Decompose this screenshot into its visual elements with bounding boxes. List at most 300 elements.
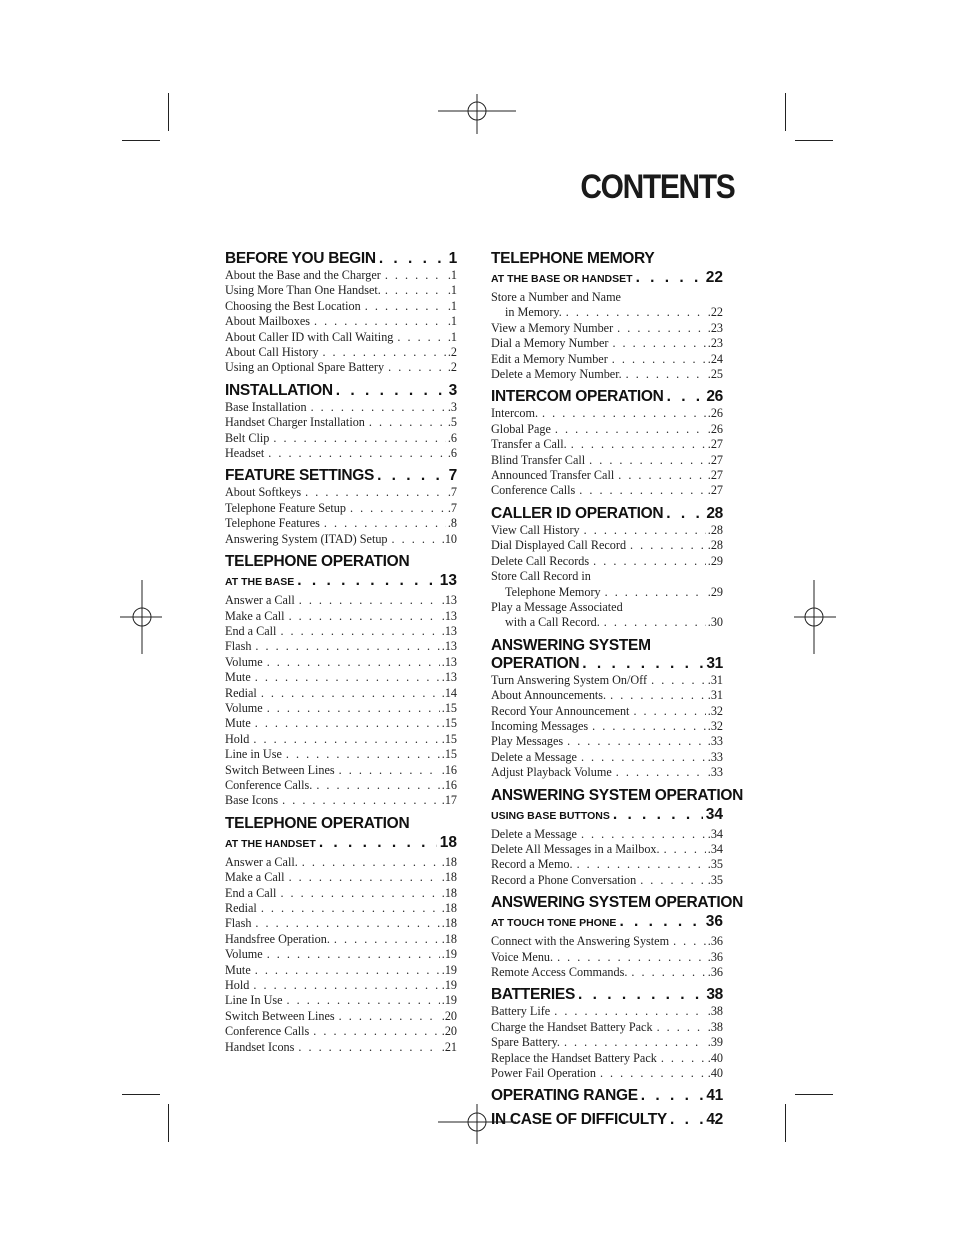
toc-entry (491, 965, 723, 980)
dot-leader (631, 965, 705, 980)
entry-label: Using an Optional Spare Battery (225, 360, 385, 375)
entry-label: About Announcements. (491, 688, 607, 703)
toc-entry (491, 750, 723, 765)
toc-entry (225, 609, 457, 624)
toc-entry (225, 747, 457, 762)
entry-label: Power Fail Operation (491, 1066, 596, 1081)
dot-leader (542, 406, 706, 421)
entry-page-number: .35 (707, 857, 723, 872)
entry-page-number: .20 (441, 1024, 457, 1039)
entry-page-number: .13 (441, 654, 457, 669)
toc-entry (225, 516, 457, 531)
entry-page-number: .36 (707, 965, 723, 979)
entry-page-number: .8 (447, 516, 457, 531)
section-page-number: 41 (706, 1087, 723, 1105)
entry-label: Base Installation (225, 399, 307, 414)
heading-label: CALLER ID OPERATION (491, 504, 664, 522)
dot-leader (612, 336, 705, 351)
entry-page-number: .26 (707, 421, 723, 436)
entry-page-number: .36 (707, 934, 723, 949)
toc-entry (225, 963, 457, 978)
entry-label: Mute (225, 962, 251, 977)
toc-section-intercom (491, 388, 723, 498)
entry-page-number: .33 (707, 749, 723, 764)
dot-leader (605, 585, 706, 600)
dot-leader (267, 701, 440, 716)
dot-leader (267, 655, 440, 670)
entry-page-number: .32 (707, 718, 723, 733)
dot-leader (661, 1051, 706, 1066)
entry-page-number: .1 (447, 268, 457, 282)
toc-entry (225, 855, 457, 870)
entry-label: Voice Menu. (491, 949, 554, 964)
entry-page-number: .13 (441, 593, 457, 608)
toc-entry (225, 283, 457, 298)
entry-page-number: .18 (441, 916, 457, 931)
entry-label: About Mailboxes (225, 314, 310, 329)
dot-leader (339, 763, 440, 778)
section-page-number: 3 (448, 381, 457, 399)
section-subheading (225, 572, 457, 591)
toc-entry (225, 670, 457, 685)
entry-label: Handset Icons (225, 1039, 295, 1054)
dot-leader (369, 415, 446, 430)
dot-leader (626, 367, 706, 382)
toc-entry (225, 947, 457, 962)
entry-label: Flash (225, 639, 252, 654)
entry-page-number: .6 (447, 430, 457, 445)
heading-label: OPERATION (491, 654, 580, 672)
entry-page-number: .19 (441, 978, 457, 993)
dot-leader (579, 483, 706, 498)
entry-page-number: .18 (441, 901, 457, 915)
entry-label: Delete a Memory Number. (491, 367, 622, 382)
toc-entry (491, 842, 723, 857)
toc-entry (225, 870, 457, 885)
section-page-number: 34 (705, 805, 723, 823)
entry-label: Switch Between Lines (225, 1008, 335, 1023)
toc-section-answering (491, 637, 723, 781)
toc-section-callerid (491, 505, 723, 631)
heading-label: BATTERIES (491, 986, 575, 1004)
toc-entry (491, 615, 723, 630)
dot-leader (633, 704, 705, 719)
entry-page-number: .33 (707, 765, 723, 780)
toc-entry (491, 734, 723, 749)
dot-leader (567, 734, 706, 749)
dot-leader (673, 934, 706, 949)
section-page-number: 13 (439, 572, 457, 590)
dot-leader (261, 686, 440, 701)
entry-label: Transfer a Call. (491, 437, 567, 452)
toc-entry (491, 437, 723, 452)
dot-leader (657, 1020, 706, 1035)
dot-leader (280, 886, 439, 901)
entry-page-number: .19 (441, 947, 457, 962)
dot-leader (630, 538, 706, 553)
heading-label: FEATURE SETTINGS (225, 467, 375, 485)
entry-page-number: .18 (441, 885, 457, 900)
dot-leader (593, 554, 706, 569)
section-heading (491, 986, 723, 1004)
section-subheading (491, 913, 723, 932)
entry-label: Delete a Message (491, 749, 577, 764)
entry-label: Hold (225, 731, 250, 746)
dot-leader (273, 431, 446, 446)
entry-page-number: .32 (707, 703, 723, 718)
entry-label: Blind Transfer Call (491, 452, 586, 467)
entry-label: End a Call (225, 623, 277, 638)
dot-leader (592, 719, 706, 734)
toc-entry (225, 916, 457, 931)
dot-leader (571, 437, 706, 452)
toc-entry (225, 716, 457, 731)
entry-label: Turn Answering System On/Off (491, 672, 648, 687)
toc-entry (491, 538, 723, 553)
dot-leader (640, 873, 706, 888)
section-subheading (225, 834, 457, 853)
toc-entry (225, 978, 457, 993)
entry-page-number: .2 (447, 360, 457, 375)
toc-entry (491, 406, 723, 421)
section-page-number: 22 (705, 269, 723, 286)
entry-label: Charge the Handset Battery Pack (491, 1019, 653, 1034)
dot-leader (564, 1035, 706, 1050)
subheading-label: AT THE BASE (225, 576, 295, 589)
dot-leader (613, 806, 703, 824)
section-heading (225, 467, 457, 485)
entry-label: Mute (225, 670, 251, 685)
dot-leader (365, 299, 446, 314)
section-heading (491, 1111, 723, 1129)
dot-leader (666, 505, 703, 523)
heading-label: INTERCOM OPERATION (491, 388, 664, 406)
entry-label: Telephone Memory (505, 584, 601, 599)
heading-label: OPERATING RANGE (491, 1087, 638, 1105)
entry-page-number: .27 (707, 437, 723, 452)
section-heading (225, 250, 457, 268)
entry-label: End a Call (225, 885, 277, 900)
entry-page-number: .27 (707, 468, 723, 483)
section-heading (491, 505, 723, 523)
section-subheading (491, 806, 723, 825)
toc-section-batteries (491, 986, 723, 1081)
toc-section-telmem (491, 250, 723, 382)
toc-entry (225, 763, 457, 778)
subheading-label: AT THE BASE OR HANDSET (491, 273, 633, 285)
dot-leader (298, 1040, 439, 1055)
subheading-label: AT TOUCH TONE PHONE (491, 917, 617, 930)
dot-leader (261, 901, 440, 916)
entry-page-number: .17 (441, 793, 457, 808)
entry-label: Hold (225, 978, 250, 993)
dot-leader (253, 732, 439, 747)
dot-leader (584, 523, 706, 538)
dot-leader (334, 932, 440, 947)
dot-leader (581, 827, 706, 842)
entry-page-number: .34 (707, 841, 723, 856)
subheading-label: AT THE HANDSET (225, 837, 316, 850)
toc-entry (225, 886, 457, 901)
dot-leader (311, 400, 446, 415)
toc-entry (491, 765, 723, 780)
toc-section-range (491, 1087, 723, 1105)
entry-label: Connect with the Answering System (491, 934, 670, 949)
entry-page-number: .20 (441, 1008, 457, 1023)
entry-label: Belt Clip (225, 430, 270, 445)
entry-label: Choosing the Best Location (225, 298, 361, 313)
entry-label: Line in Use (225, 747, 282, 762)
subheading-label: USING BASE BUTTONS (491, 809, 610, 822)
dot-leader (336, 382, 446, 400)
entry-label: Adjust Playback Volume (491, 765, 612, 780)
toc-entry (225, 446, 457, 461)
entry-label: Delete a Message (491, 826, 577, 841)
entry-page-number: .19 (441, 962, 457, 977)
entry-page-number: .27 (707, 483, 723, 498)
entry-label: About the Base and the Charger (225, 268, 381, 282)
entry-label: View Call History (491, 522, 580, 537)
dot-leader (379, 250, 446, 268)
entry-label: Conference Calls (491, 483, 576, 498)
dot-leader (289, 870, 440, 885)
toc-entry (225, 501, 457, 516)
dot-leader (282, 793, 440, 808)
dot-leader (255, 716, 440, 731)
entry-page-number: .29 (707, 584, 723, 599)
registration-target-icon (120, 580, 162, 654)
dot-leader (299, 593, 440, 608)
entry-page-number: .31 (707, 688, 723, 703)
entry-page-number: .27 (707, 452, 723, 467)
dot-leader (268, 446, 446, 461)
entry-page-number: .5 (447, 415, 457, 430)
entry-page-number: .40 (707, 1066, 723, 1081)
toc-entry (491, 523, 723, 538)
toc-section-telbase (225, 553, 457, 809)
section-heading (225, 382, 457, 400)
entry-label: Headset (225, 446, 265, 461)
entry-label: About Softkeys (225, 485, 302, 500)
entry-page-number: .23 (707, 336, 723, 351)
entry-page-number: .31 (707, 672, 723, 687)
entry-page-number: .36 (707, 949, 723, 964)
toc-entry (225, 624, 457, 639)
entry-page-number: .28 (707, 538, 723, 553)
entry-page-number: .15 (441, 747, 457, 762)
dot-leader (616, 765, 706, 780)
dot-leader (392, 532, 440, 547)
dot-leader (385, 268, 446, 283)
entry-page-number: .33 (707, 734, 723, 749)
entry-page-number: .25 (707, 367, 723, 382)
toc-entry (491, 367, 723, 382)
dot-leader (651, 673, 706, 688)
dot-leader (255, 963, 440, 978)
toc-entry (225, 639, 457, 654)
entry-label: Global Page (491, 421, 551, 436)
entry-label: Telephone Features (225, 516, 320, 531)
dot-leader (297, 572, 437, 590)
entry-page-number: .15 (441, 716, 457, 731)
toc-entry (225, 360, 457, 375)
registration-target-icon (438, 94, 516, 134)
toc-entry (225, 345, 457, 360)
section-page-number: 18 (439, 833, 457, 851)
entry-page-number: .18 (441, 931, 457, 946)
toc-entry (225, 431, 457, 446)
toc-section-ansbase (491, 786, 743, 889)
entry-label: Make a Call (225, 608, 285, 623)
entry-label: Volume (225, 700, 263, 715)
entry-page-number: .7 (447, 485, 457, 500)
entry-label: Flash (225, 916, 252, 931)
heading-label: IN CASE OF DIFFICULTY (491, 1111, 667, 1129)
dot-leader (664, 842, 706, 857)
entry-label: with a Call Record. (505, 615, 600, 630)
section-heading: TELEPHONE OPERATION (225, 814, 410, 832)
section-page-number: 36 (705, 913, 723, 931)
entry-page-number: .24 (707, 351, 723, 366)
toc-entry (491, 1066, 723, 1081)
toc-entry (491, 336, 723, 351)
entry-page-number: .38 (707, 1019, 723, 1034)
toc-entry (225, 1024, 457, 1039)
toc-entry (491, 483, 723, 498)
dot-leader (641, 1087, 704, 1105)
toc-entry (491, 934, 723, 949)
toc-entry (491, 321, 723, 336)
toc-section-install (225, 382, 457, 462)
entry-page-number: .39 (707, 1035, 723, 1050)
dot-leader (280, 624, 439, 639)
toc-entry (225, 686, 457, 701)
dot-leader (617, 321, 706, 336)
toc-entry (491, 673, 723, 688)
toc-entry (225, 299, 457, 314)
toc-section-anstouch (491, 894, 743, 980)
section-heading: ANSWERING SYSTEM OPERATION (491, 786, 743, 804)
entry-page-number: .13 (441, 608, 457, 623)
toc-entry (491, 453, 723, 468)
entry-label: Replace the Handset Battery Pack (491, 1050, 657, 1065)
dot-leader (582, 655, 703, 673)
toc-entry: Store Call Record in (491, 569, 591, 584)
entry-label: View a Memory Number (491, 320, 614, 335)
dot-leader (324, 516, 446, 531)
dot-leader (255, 639, 439, 654)
dot-leader (604, 615, 706, 630)
heading-label: INSTALLATION (225, 381, 333, 399)
toc-entry (225, 1009, 457, 1024)
toc-entry (491, 719, 723, 734)
entry-page-number: .10 (441, 531, 457, 546)
entry-page-number: .14 (441, 685, 457, 700)
dot-leader (314, 314, 446, 329)
entry-page-number: .15 (441, 731, 457, 746)
entry-label: Spare Battery. (491, 1035, 560, 1050)
entry-page-number: .13 (441, 639, 457, 654)
entry-label: Incoming Messages (491, 718, 589, 733)
toc-entry (491, 950, 723, 965)
toc-entry (491, 1051, 723, 1066)
entry-label: Switch Between Lines (225, 762, 335, 777)
section-heading: ANSWERING SYSTEM (491, 636, 651, 654)
toc-right-column (491, 250, 743, 1135)
entry-label: Redial (225, 901, 257, 915)
section-page-number: 7 (448, 467, 457, 485)
entry-label: Conference Calls (225, 1024, 310, 1039)
dot-leader (316, 778, 439, 793)
section-subheading (491, 269, 723, 288)
dot-leader (377, 467, 446, 485)
toc-entry (225, 778, 457, 793)
toc-entry (491, 857, 723, 872)
dot-leader (555, 422, 706, 437)
entry-page-number: .15 (441, 700, 457, 715)
toc-entry (491, 352, 723, 367)
section-page-number: 1 (448, 250, 457, 267)
toc-entry (491, 1020, 723, 1035)
dot-leader (667, 388, 704, 406)
section-page-number: 28 (706, 504, 723, 522)
dot-leader (618, 468, 706, 483)
dot-leader (339, 1009, 440, 1024)
entry-label: Answer a Call. (225, 854, 298, 869)
entry-label: About Caller ID with Call Waiting (225, 329, 394, 344)
toc-entry (225, 415, 457, 430)
entry-label: in Memory. (505, 305, 562, 320)
entry-page-number: .40 (707, 1050, 723, 1065)
entry-page-number: .22 (707, 305, 723, 320)
toc-entry (225, 485, 457, 500)
entry-page-number: .23 (707, 320, 723, 335)
entry-label: Mute (225, 716, 251, 731)
toc-entry (225, 268, 457, 283)
entry-label: Record a Memo. (491, 857, 573, 872)
entry-label: Edit a Memory Number (491, 351, 608, 366)
section-heading: TELEPHONE MEMORY (491, 250, 655, 267)
entry-label: Answer a Call (225, 593, 295, 608)
toc-entry (225, 1040, 457, 1055)
toc-section-before (225, 250, 457, 376)
dot-leader (255, 670, 440, 685)
toc-entry (491, 422, 723, 437)
entry-label: Handsfree Operation. (225, 931, 330, 946)
entry-label: Handset Charger Installation (225, 415, 365, 430)
entry-label: Intercom. (491, 406, 539, 421)
toc-entry (225, 593, 457, 608)
entry-page-number: .13 (441, 670, 457, 685)
entry-label: Delete Call Records (491, 553, 590, 568)
dot-leader (305, 485, 446, 500)
dot-leader (397, 330, 445, 345)
entry-label: Dial a Memory Number (491, 336, 609, 351)
toc-entry (225, 993, 457, 1008)
toc-entry (225, 330, 457, 345)
dot-leader (267, 947, 440, 962)
entry-page-number: .18 (441, 870, 457, 885)
entry-page-number: .18 (441, 854, 457, 869)
toc-left-column (225, 250, 457, 1061)
entry-label: Answering System (ITAD) Setup (225, 531, 388, 546)
entry-page-number: .38 (707, 1004, 723, 1019)
entry-page-number: .7 (447, 500, 457, 515)
dot-leader (619, 913, 702, 931)
toc-entry (225, 732, 457, 747)
dot-leader (636, 269, 703, 287)
dot-leader (578, 986, 703, 1004)
